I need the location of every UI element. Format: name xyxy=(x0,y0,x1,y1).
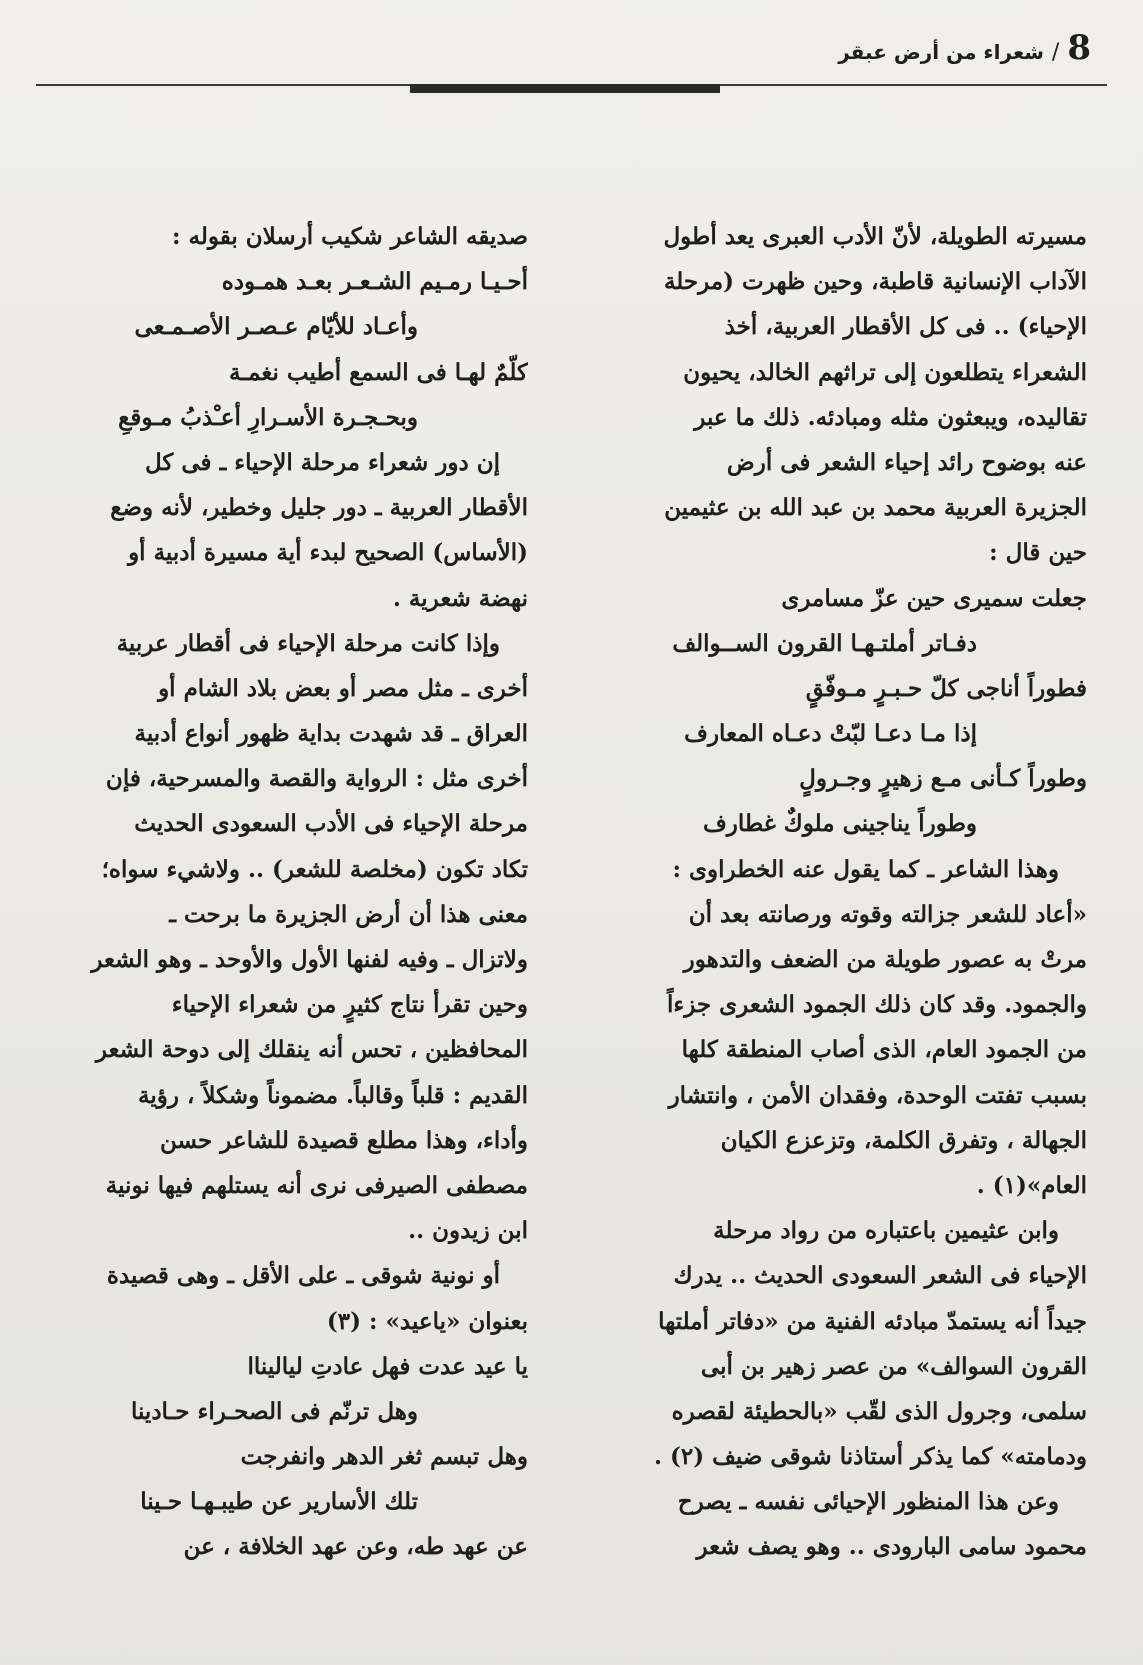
verse-line: وأعـاد للأيّام عـصـر الأصـمـعى xyxy=(134,313,418,341)
text-line: الإحياء) .. فى كل الأقطار العربية، أخذ xyxy=(724,313,1087,341)
text-column-left xyxy=(38,214,528,1570)
verse-line: عن عهد طه، وعن عهد الخلافة ، عن xyxy=(183,1533,528,1561)
header-bar xyxy=(410,84,720,93)
text-line: مصطفى الصيرفى نرى أنه يستلهم فيها نونية xyxy=(105,1171,528,1199)
verse-line: وهل ترنّم فى الصحـراء حـادينا xyxy=(130,1397,418,1425)
text-line: إن دور شعراء مرحلة الإحياء ـ فى كل xyxy=(145,448,500,476)
verse-line: أحـيـا رمـيم الشـعـر بعـد همـوده xyxy=(221,268,528,296)
text-line: ولاتزال ـ وفيه لفنها الأول والأوحد ـ وهو الشعر xyxy=(91,946,528,973)
text-line: الآداب الإنسانية قاطبة، وحين ظهرت (مرحلة xyxy=(663,268,1087,296)
text-line: الشعراء يتطلعون إلى تراثهم الخالد، يحيون xyxy=(683,358,1087,386)
quote-line: «أعاد للشعر جزالته وقوته ورصانته بعد أن xyxy=(688,900,1087,928)
text-line: محمود سامى البارودى .. وهو يصف شعر xyxy=(696,1533,1087,1561)
text-line: ودمامته» كما يذكر أستاذنا شوقى ضيف (٢) . xyxy=(653,1443,1087,1471)
verse-line: وهل تبسم ثغر الدهر وانفرجت xyxy=(240,1443,528,1471)
text-line: وأداء، وهذا مطلع قصيدة للشاعر حسن xyxy=(160,1126,528,1154)
quote-line: الجهالة ، وتفرق الكلمة، وتزعزع الكيان xyxy=(720,1126,1087,1154)
verse-line: وطوراً كـأنى مـع زهيرٍ وجـرولٍ xyxy=(799,765,1087,793)
text-line: الأقطار العربية ـ دور جليل وخطير، لأنه وضع xyxy=(110,494,528,522)
text-line: القرون السوالف» من عصر زهير بن أبى xyxy=(700,1352,1087,1380)
verse-line: جعلت سميرى حين عزّ مسامرى xyxy=(781,584,1087,612)
text-line: وحين تقرأ نتاج كثيرٍ من شعراء الإحياء xyxy=(171,991,528,1019)
text-line: وعن هذا المنظور الإحيائى نفسه ـ يصرح xyxy=(677,1488,1059,1516)
quote-line: بسبب تفتت الوحدة، وفقدان الأمن ، وانتشار xyxy=(668,1081,1087,1109)
text-line: العراق ـ قد شهدت بداية ظهور أنواع أدبية xyxy=(134,720,528,748)
text-line: أخرى مثل : الرواية والقصة والمسرحية، فإن xyxy=(105,765,528,793)
verse-line: يا عيد عدت فهل عادتِ لياليناا xyxy=(247,1352,528,1380)
text-line: حين قال : xyxy=(989,539,1087,567)
text-line: معنى هذا أن أرض الجزيرة ما برحت ـ xyxy=(169,900,528,928)
text-line: وهذا الشاعر ـ كما يقول عنه الخطراوى : xyxy=(672,855,1059,883)
text-line: جيداً أنه يستمدّ مبادئه الفنية من «دفاتر أملتها xyxy=(658,1307,1087,1335)
verse-line: كلّمٌ لهـا فى السمع أطيب نغمـة xyxy=(229,358,528,386)
verse-line: وبحـجـرة الأسـرارِ أعـْذبُ مـوقعِ xyxy=(118,403,418,431)
verse-line: إذا مـا دعـا لبّتْ دعـاه المعارف xyxy=(684,720,977,748)
quote-line: والجمود. وقد كان ذلك الجمود الشعرى جزءاً xyxy=(667,991,1087,1019)
text-line: نهضة شعرية . xyxy=(392,584,528,612)
text-line: ابن زيدون .. xyxy=(408,1217,528,1245)
verse-line: وطوراً يناجينى ملوكٌ غطارف xyxy=(702,810,977,838)
text-line: مسيرته الطويلة، لأنّ الأدب العبرى يعد أطول xyxy=(663,223,1087,250)
text-line: مرحلة الإحياء فى الأدب السعودى الحديث xyxy=(134,810,528,838)
text-line: المحافظين ، تحس أنه ينقلك إلى دوحة الشعر xyxy=(95,1036,528,1064)
text-line: سلمى، وجرول الذى لقّب «بالحطيئة لقصره xyxy=(671,1397,1087,1425)
running-header xyxy=(838,28,1091,68)
text-line: وإذا كانت مرحلة الإحياء فى أقطار عربية xyxy=(116,629,500,657)
verse-line: تلك الأسارير عن طيبـهـا حـينا xyxy=(140,1488,418,1516)
text-column-right xyxy=(597,214,1087,1570)
text-line: الجزيرة العربية محمد بن عبد الله بن عثيمين xyxy=(664,494,1087,522)
text-line: (الأساس) الصحيح لبدء أية مسيرة أدبية أو xyxy=(128,539,528,567)
text-line: أخرى ـ مثل مصر أو بعض بلاد الشام أو xyxy=(158,674,528,702)
running-title: شعراء من أرض عبقر xyxy=(838,40,1044,64)
text-line: تكاد تكون (مخلصة للشعر) .. ولاشيء سواه؛ xyxy=(101,855,528,883)
text-line: صديقه الشاعر شكيب أرسلان بقوله : xyxy=(172,223,528,250)
header-separator: / xyxy=(1051,40,1060,65)
quote-line: من الجمود العام، الذى أصاب المنطقة كلها xyxy=(681,1036,1087,1064)
quote-line: العام»(١) . xyxy=(976,1171,1087,1199)
text-line: أو نونية شوقى ـ على الأقل ـ وهى قصيدة xyxy=(106,1262,500,1290)
text-line: وابن عثيمين باعتباره من رواد مرحلة xyxy=(713,1217,1059,1245)
verse-line: فطوراً أناجى كلّ حـبـرٍ مـوفّقٍ xyxy=(805,674,1087,702)
text-line: تقاليده، ويبعثون مثله ومبادئه. ذلك ما عبر xyxy=(694,403,1087,431)
text-line: بعنوان «ياعيد» : (٣) xyxy=(326,1307,528,1335)
text-line: القديم : قلباً وقالباً. مضموناً وشكلاً ، رؤية xyxy=(137,1081,528,1109)
page-number: 8 xyxy=(1067,28,1091,68)
quote-line: مرتْ به عصور طويلة من الضعف والتدهور xyxy=(683,946,1087,973)
text-line: الإحياء فى الشعر السعودى الحديث .. يدرك xyxy=(673,1262,1087,1290)
verse-line: دفـاتر أملتـهـا القرون الســوالف xyxy=(672,629,977,657)
text-line: عنه بوضوح رائد إحياء الشعر فى أرض xyxy=(726,448,1087,476)
